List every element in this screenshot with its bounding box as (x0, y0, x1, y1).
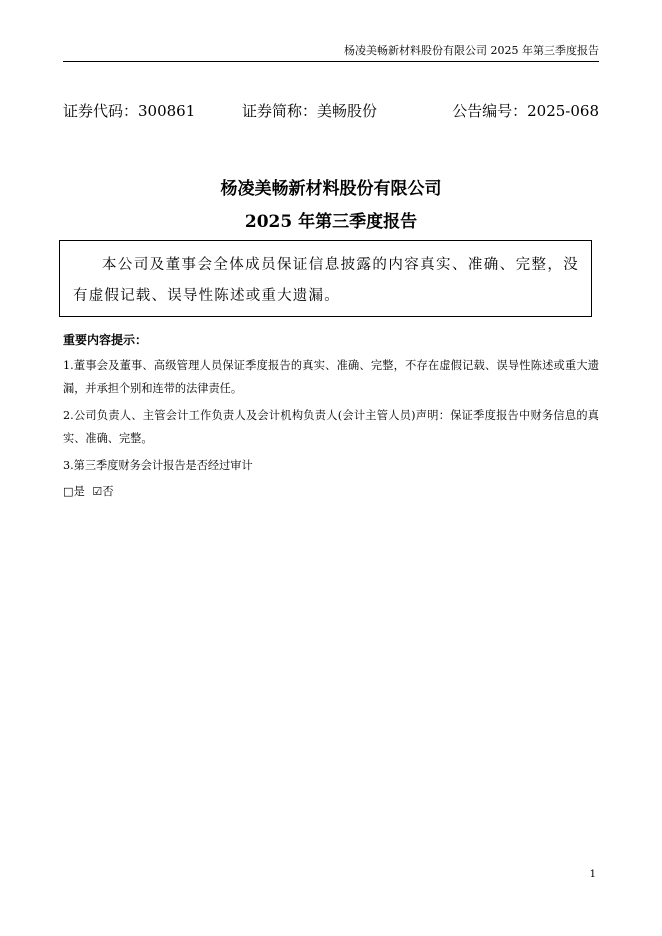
assurance-statement-box: 本公司及董事会全体成员保证信息披露的内容真实、准确、完整，没有虚假记载、误导性陈述或重大遗漏。 (59, 240, 592, 317)
stock-abbreviation: 证券简称：美畅股份 (242, 102, 378, 120)
important-note-1: 1.董事会及董事、高级管理人员保证季度报告的真实、准确、完整，不存在虚假记载、误导性陈述或重大遗漏，并承担个别和连带的法律责任。 (63, 359, 599, 395)
header-rule (63, 61, 599, 62)
stock-code: 证券代码：300861 (63, 102, 196, 120)
important-note-2: 2.公司负责人、主管会计工作负责人及会计机构负责人(会计主管人员)声明：保证季度报告中财务信息的真实、准确、完整。 (63, 409, 599, 445)
audit-no-option: ☑否 (92, 485, 114, 498)
audit-yes-option: □是 (63, 485, 85, 498)
important-note-3: 3.第三季度财务会计报告是否经过审计 (63, 459, 253, 472)
notice-number: 公告编号：2025-068 (452, 102, 599, 120)
important-notes-heading: 重要内容提示： (63, 333, 148, 347)
report-title: 2025 年第三季度报告 (244, 212, 418, 232)
page-number: 1 (589, 869, 596, 880)
audit-options (63, 482, 114, 502)
running-header: 杨凌美畅新材料股份有限公司 2025 年第三季度报告 (344, 44, 599, 57)
company-title: 杨凌美畅新材料股份有限公司 (220, 179, 442, 199)
